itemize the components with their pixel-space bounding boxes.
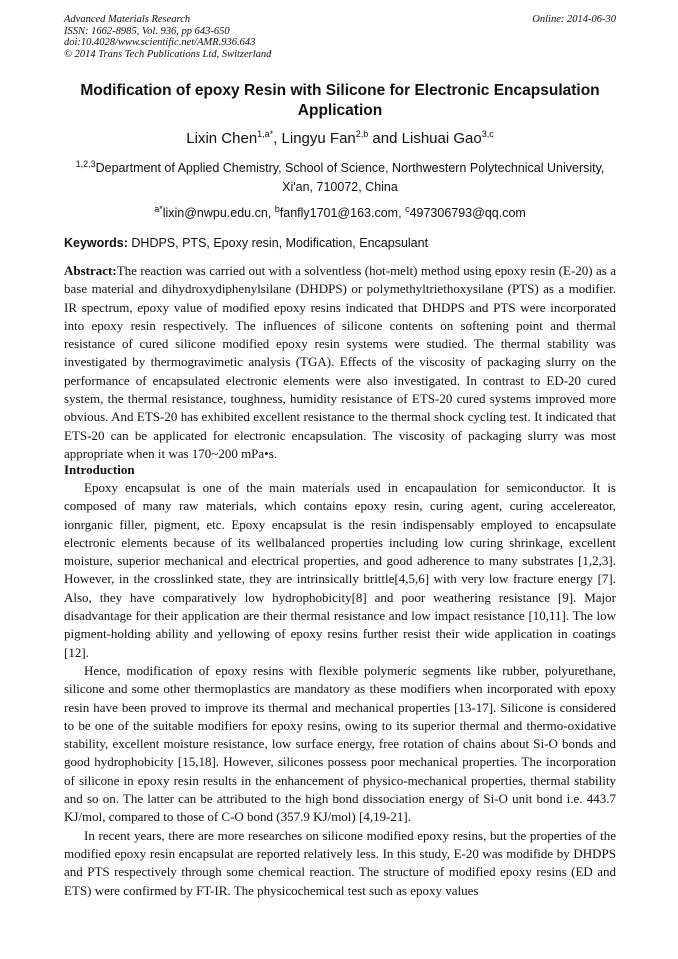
email-mark: b [274, 203, 280, 214]
keywords-text: DHDPS, PTS, Epoxy resin, Modification, Encapsulant [131, 236, 429, 250]
email-address[interactable]: fanfly1701@163.com [279, 206, 399, 220]
abstract [64, 262, 616, 463]
author-separator: , [273, 130, 282, 147]
email-address[interactable]: 497306793@qq.com [409, 206, 526, 220]
introduction-heading: Introduction [64, 462, 135, 477]
issn-line: ISSN: 1662-8985, Vol. 936, pp 643-650 [64, 25, 230, 37]
author-affil-mark: 1,a* [257, 129, 274, 139]
author-and: and [368, 130, 402, 147]
author-name: Lixin Chen [186, 130, 258, 147]
author-affil-mark: 2,b [355, 129, 369, 139]
email-separator: , [267, 206, 275, 220]
journal-header [64, 14, 616, 60]
introduction-body [64, 479, 616, 900]
author-name: Lingyu Fan [281, 130, 356, 147]
email-address[interactable]: lixin@nwpu.edu.cn [162, 206, 268, 220]
introduction-paragraph: Epoxy encapsulat is one of the main materials used in encapaulation for semiconductor. It is composed of many raw materials, which contains epoxy resin, curing agent, curing accelereator, ionrganic filler, pigment, etc. Epoxy encapsulat is the resin indispensably employed to encapsulate electronic elements because of its wellbalanced properties including low curing shrinkage, excellent moisture, superior mechanical and electrical properties, and good adherence to many substrates [1,2,3]. However, in the crosslinked state, they are intrinsically brittle[4,5,6] with very low fracture energy [7]. Also, they have comparatively low hydrophobicity[8] and poor weathering resistance [9]. Major disadvantage for their application are their thermal resistance and low impact resistance [10,11]. The low pigment-holding ability and yellowing of epoxy resins further resist their wide application in coatings [12]. [64, 480, 616, 660]
author-list [64, 130, 616, 147]
email-separator: , [398, 206, 406, 220]
introduction-paragraph: Hence, modification of epoxy resins with flexible polymeric segments like rubber, polyurethane, silicone and some other thermoplastics are mandatory as these modifiers when incorporated with epoxy resin have been proved to improve its thermal and mechanical properties [13-17]. Silicone is considered to be one of the suitable modifiers for epoxy resins, owing to its superior thermal and thermo-oxidative stability, excellent moisture resistance, low surface energy, free rotation of chains about Si-O bonds and good hydrophobicity [15,18]. However, silicones possess poor mechanical properties. The incorporation of silicone in epoxy resin results in the enhancement of physico-mechanical properties, thermal stability and so on. The latter can be attributed to the high bond dissociation energy of Si-O unit bond i.e. 443.7 KJ/mol, compared to those of C-O bond (357.9 KJ/mol) [4,19-21]. [64, 662, 616, 825]
email-mark: a* [154, 203, 163, 214]
author-affil-mark: 3,c [481, 129, 494, 139]
affiliation-mark: 1,2,3 [75, 158, 96, 169]
email-list [64, 203, 616, 220]
introduction-paragraph: In recent years, there are more researches on silicone modified epoxy resins, but the properties of the modified epoxy resin encapsulat are reported relatively less. In this study, E-20 was modifide by DHDPS and PTS respectively through some chemical reaction. The structure of modified epoxy resins (ED and ETS) were confirmed by FT-IR. The physicochemical test such as epoxy values [64, 827, 616, 898]
keywords [64, 236, 616, 250]
journal-name: Advanced Materials Research [64, 14, 191, 25]
keywords-label: Keywords: [64, 236, 128, 250]
abstract-text: The reaction was carried out with a solventless (hot-melt) method using epoxy resin (E-20) as a base material and dihydroxydiphenylsilane (DHDPS) or polymethyltriethoxysilane (PTS) as a modifier. IR spectrum, epoxy value of modified epoxy resins indicated that DHDPS and PTS were incorporated into epoxy resin respectively. The influences of silicone contents on softening point and thermal resistance of cured silicone modified epoxy resin systems were studied. The thermal stability was investigated by thermogravimetic analysis (TGA). Effects of the viscosity of packaging slurry on the performance of encapsulated electronic elements were also investigated. In contrast to ED-20 cured system, the thermal resistance, toughness, humidity resistance of ETS-20 cured systems improved more obvious. And ETS-20 has exhibited excellent resistance to the thermal shock cycling test. It indicated that ETS-20 can be applicated for electronic encapsulation. The viscosity of packaging slurry was most appropriate when it was 170~200 mPa•s. [64, 263, 616, 461]
doi-line: doi:10.4028/www.scientific.net/AMR.936.643 [64, 37, 256, 48]
affiliation [64, 159, 616, 197]
abstract-label: Abstract: [64, 263, 117, 278]
online-date: Online: 2014-06-30 [532, 14, 616, 25]
author-name: Lishuai Gao [401, 130, 482, 147]
paper-title: Modification of epoxy Resin with Silicone for Electronic Encapsulation Application [80, 82, 600, 119]
copyright-line: © 2014 Trans Tech Publications Ltd, Switzerland [64, 48, 272, 60]
affiliation-text: Department of Applied Chemistry, School of Science, Northwestern Polytechnical University, Xi'an, 710072, China [95, 161, 605, 194]
email-mark: c [405, 203, 410, 214]
